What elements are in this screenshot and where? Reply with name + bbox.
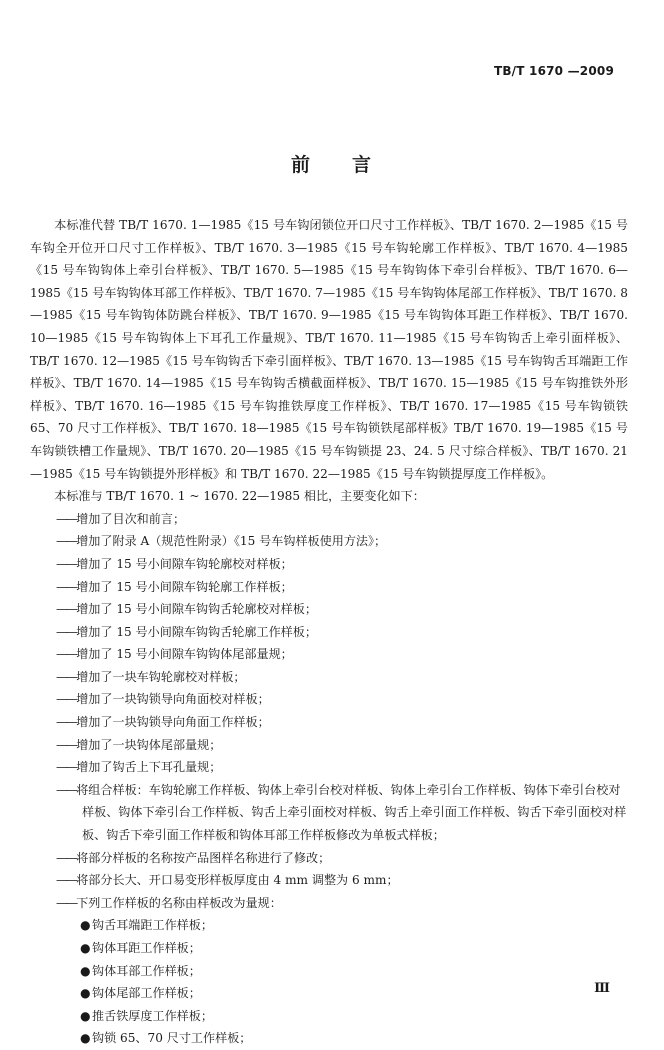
change-item: ——增加了一块钩锁导向角面工作样板； xyxy=(56,715,270,730)
renamed-item: ●钩体耳部工作样板； xyxy=(30,960,628,983)
bullet-icon: ● xyxy=(80,918,91,933)
intro-paragraph: 本标准代替 TB/T 1670. 1—1985《15 号车钩闭锁位开口尺寸工作样板》、TB/T 1670. 2—1985《15 号车钩全开位开口尺寸工作样板》、TB/T 1670. 3—1985《15 号车钩轮廓工作样板》、TB/T 1670. 4—1985《15 号车钩钩体上牵引台样板》、TB/T 1670. 5—1985《15 号车钩钩体下牵引台样板》、TB/T 1670. 6—1985《15 号车钩钩体耳部工作样板》、TB/T 1670. 7—1985《15 号车钩钩体尾部工作样板》、TB/T 1670. 8—1985《15 号车钩钩体防跳台样板》、TB/T 1670. 9—1985《15 号车钩钩体耳距工作样板》、TB/T 1670. 10—1985《15 号车钩钩体上下耳孔工作量规》、TB/T 1670. 11—1985《15 号车钩钩舌上牵引面样板》、TB/T 1670. 12—1985《15 号车钩钩舌下牵引面样板》、TB/T 1670. 13—1985《15 号车钩钩舌耳端距工作样板》、TB/T 1670. 14—1985《15 号车钩钩舌横截面样板》、TB/T 1670. 15—1985《15 号车钩推铁外形样板》、TB/T 1670. 16—1985《15 号车钩推铁厚度工作样板》、TB/T 1670. 17—1985《15 号车钩锁铁 65、70 尺寸工作样板》、TB/T 1670. 18—1985《15 号车钩锁铁尾部样板》TB/T 1670. 19—1985《15 号车钩锁铁槽工作量规》、TB/T 1670. 20—1985《15 号车钩锁提 23、24. 5 尺寸综合样板》、TB/T 1670. 21—1985《15 号车钩锁提外形样板》和 TB/T 1670. 22—1985《15 号车钩锁提厚度工作样板》。 xyxy=(30,218,628,481)
dash-mark: —— xyxy=(56,692,77,707)
renamed-item: ●钩体耳距工作样板； xyxy=(30,937,628,960)
bullet-icon: ● xyxy=(80,941,91,955)
bullet-icon: ● xyxy=(80,1031,91,1046)
change-item: ——增加了目次和前言； xyxy=(56,511,186,526)
change-item: ——增加了附录 A（规范性附录）《15 号车钩样板使用方法》； xyxy=(56,534,387,549)
change-item: ——将部分长大、开口易变形样板厚度由 4 mm 调整为 6 mm； xyxy=(56,873,399,888)
dash-mark: —— xyxy=(56,602,77,617)
change-item: ——增加了一块钩锁导向角面校对样板； xyxy=(56,692,270,707)
dash-mark: —— xyxy=(56,850,77,865)
title-char: 言 xyxy=(352,154,374,176)
dash-mark: —— xyxy=(56,669,77,684)
change-item: ——增加了 15 号小间隙车钩钩体尾部量规； xyxy=(56,647,293,662)
dash-mark: —— xyxy=(56,579,77,594)
change-item: ——将组合样板：车钩轮廓工作样板、钩体上牵引台校对样板、钩体上牵引台工作样板、钩体下牵引台校对样板、钩体下牵引台工作样板、钩舌上牵引面校对样板、钩舌上牵引面工作样板、钩舌下牵引面校对样板、钩舌下牵引面工作样板和钩体耳部工作样板修改为单板式样板； xyxy=(56,782,627,843)
change-item: ——增加了一块车钩轮廓校对样板； xyxy=(56,669,246,684)
renamed-item: ●钩舌耳端距工作样板； xyxy=(30,914,628,937)
change-item: ——增加了一块钩体尾部量规； xyxy=(56,737,222,752)
dash-mark: —— xyxy=(56,647,77,662)
change-item: ——增加了 15 号小间隙车钩钩舌轮廓校对样板； xyxy=(56,602,317,617)
renamed-item: ●推舌铁厚度工作样板； xyxy=(30,1005,628,1028)
changes-intro: 本标准与 TB/T 1670. 1 ~ 1670. 22—1985 相比，主要变化如下： xyxy=(54,489,425,504)
bullet-icon: ● xyxy=(80,1008,91,1023)
dash-mark: —— xyxy=(56,534,77,549)
dash-mark: —— xyxy=(56,715,77,730)
dash-mark: —— xyxy=(56,556,77,571)
renamed-item: ●钩体尾部工作样板； xyxy=(30,982,628,1005)
dash-mark: —— xyxy=(56,737,77,752)
standard-number: TB/T 1670 —2009 xyxy=(493,64,614,78)
change-item: ——下列工作样板的名称由样板改为量规： xyxy=(56,895,282,910)
page-title xyxy=(0,150,664,177)
page-number: Ⅲ xyxy=(594,981,610,996)
preface-body xyxy=(30,214,628,1050)
dash-mark: —— xyxy=(56,782,77,797)
renamed-item: ●钩锁 65、70 尺寸工作样板； xyxy=(30,1027,628,1050)
change-item: ——增加了 15 号小间隙车钩轮廓校对样板； xyxy=(56,556,293,571)
bullet-icon: ● xyxy=(80,963,91,978)
dash-mark: —— xyxy=(56,511,77,526)
change-item: ——增加了 15 号小间隙车钩钩舌轮廓工作样板； xyxy=(56,624,317,639)
change-item: ——增加了 15 号小间隙车钩轮廓工作样板； xyxy=(56,579,293,594)
dash-mark: —— xyxy=(56,760,77,775)
dash-mark: —— xyxy=(56,895,77,910)
dash-mark: —— xyxy=(56,624,77,639)
title-char: 前 xyxy=(290,154,312,176)
dash-mark: —— xyxy=(56,873,77,888)
change-item: ——将部分样板的名称按产品图样名称进行了修改； xyxy=(56,850,331,865)
bullet-icon: ● xyxy=(80,986,91,1001)
change-item: ——增加了钩舌上下耳孔量规； xyxy=(56,760,222,775)
